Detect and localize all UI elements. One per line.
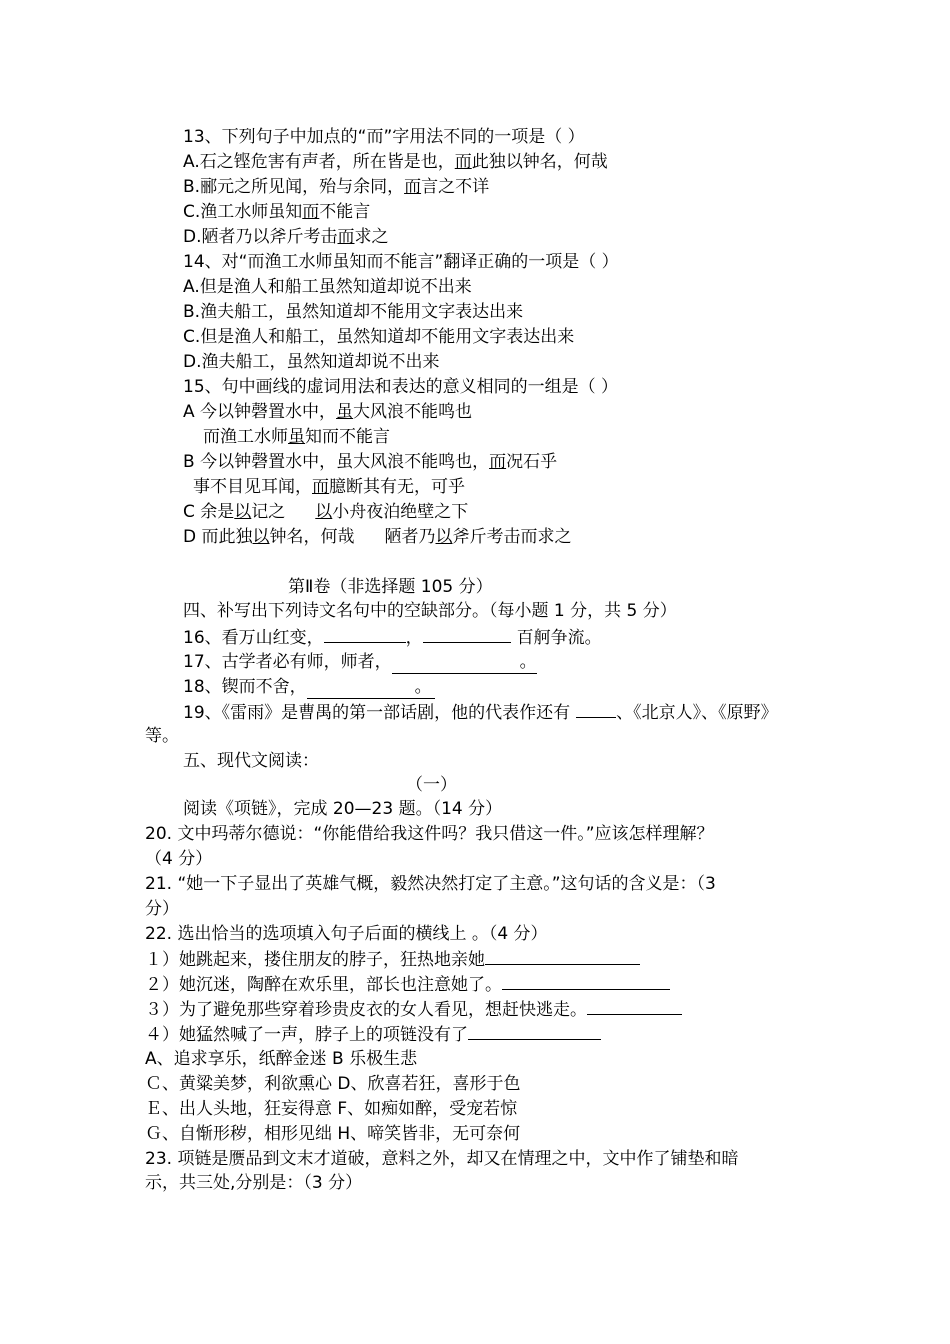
q13-option-c: C.渔工水师虽知而不能言 — [183, 202, 371, 222]
q18-blank[interactable]: 。 — [307, 676, 435, 699]
q15-option-d: D 而此独以钟名，何哉 陋者乃以斧斤考击而求之 — [183, 527, 572, 547]
subsection-one: （一） — [406, 775, 457, 795]
q13-d-marked-word: 而 — [337, 227, 355, 247]
q14-option-a: A.但是渔人和船工虽然知道却说不出来 — [183, 277, 472, 297]
q22-options-2: Ｃ、黄粱美梦，利欲熏心 D、欣喜若狂，喜形于色 — [145, 1074, 521, 1094]
q16-blank-2[interactable] — [423, 626, 511, 643]
q19-blank[interactable] — [576, 701, 616, 718]
q23-line2: 示，共三处,分别是：（3 分） — [145, 1173, 363, 1193]
q16-blank-1[interactable] — [324, 626, 406, 643]
q21-line2: 分） — [145, 899, 179, 919]
q22-options-4: Ｇ、自惭形秽，相形见绌 H、啼笑皆非，无可奈何 — [145, 1124, 521, 1144]
q18: 18、锲而不舍， 。 — [183, 676, 435, 698]
q20-line2: （4 分） — [145, 849, 213, 869]
q22-blank-4[interactable] — [468, 1023, 601, 1040]
q14-option-d: D.渔夫船工，虽然知道却说不出来 — [183, 352, 440, 372]
q22-stem: 22. 选出恰当的选项填入句子后面的横线上 。（4 分） — [145, 924, 548, 944]
q22-sentence-4: ４）她猛然喊了一声，脖子上的项链没有了 — [145, 1023, 601, 1045]
q16: 16、看万山红变， ， 百舸争流。 — [183, 628, 602, 648]
q14-option-b: B.渔夫船工，虽然知道却不能用文字表达出来 — [183, 302, 524, 322]
q19-line2: 等。 — [145, 726, 179, 746]
q15-option-c: C 余是以记之 以小舟夜泊绝壁之下 — [183, 502, 469, 522]
q22-blank-3[interactable] — [587, 998, 682, 1015]
q22-sentence-3: ３）为了避免那些穿着珍贵皮衣的女人看见，想赶快逃走。 — [145, 998, 682, 1020]
q19-line1: 19、《雷雨》是曹禺的第一部话剧，他的代表作还有 、《北京人》、《原野》 — [183, 703, 778, 723]
q17-blank[interactable]: 。 — [392, 651, 537, 674]
q13-option-b: B.郦元之所见闻，殆与余同，而言之不详 — [183, 177, 490, 197]
q15-option-b-line1: B 今以钟磬置水中，虽大风浪不能鸣也，而况石乎 — [183, 452, 558, 472]
q13-b-marked-word: 而 — [404, 177, 422, 197]
q22-blank-2[interactable] — [502, 973, 670, 990]
q14-stem: 14、对“而渔工水师虽知而不能言”翻译正确的一项是（ ） — [183, 252, 619, 272]
reading-instruction: 阅读《项链》，完成 20—23 题。（14 分） — [183, 799, 503, 819]
q13-stem: 13、下列句子中加点的“而”字用法不同的一项是（ ） — [183, 127, 585, 147]
q20-line1: 20. 文中玛蒂尔德说：“你能借给我这件吗？我只借这一件。”应该怎样理解？ — [145, 824, 714, 844]
q22-blank-1[interactable] — [485, 948, 640, 965]
q13-option-d: D.陋者乃以斧斤考击而求之 — [183, 227, 389, 247]
part5-heading: 五、现代文阅读： — [183, 751, 319, 771]
q15-option-a-line1: A 今以钟磬置水中，虽大风浪不能鸣也 — [183, 402, 473, 422]
q22-options-3: Ｅ、出人头地，狂妄得意 F、如痴如醉，受宠若惊 — [145, 1099, 518, 1119]
q13-a-marked-word: 而 — [454, 152, 472, 172]
q22-options-1: A、追求享乐，纸醉金迷 B 乐极生悲 — [145, 1049, 418, 1069]
q22-sentence-1: １）她跳起来，搂住朋友的脖子，狂热地亲她 — [145, 948, 640, 970]
q15-option-a-line2: 而渔工水师虽知而不能言 — [203, 427, 390, 447]
q13-option-a: A.石之铿危害有声者，所在皆是也，而此独以钟名，何哉 — [183, 152, 608, 172]
part4-heading: 四、补写出下列诗文名句中的空缺部分。（每小题 1 分，共 5 分） — [183, 601, 677, 621]
q17: 17、古学者必有师，师者， 。 — [183, 652, 537, 672]
q13-c-marked-word: 而 — [302, 202, 320, 222]
q23-line1: 23. 项链是赝品到文末才道破，意料之外，却又在情理之中，文中作了铺垫和暗 — [145, 1149, 739, 1169]
q21-line1: 21. “她一下子显出了英雄气概，毅然决然打定了主意。”这句话的含义是：（3 — [145, 874, 716, 894]
q22-sentence-2: ２）她沉迷，陶醉在欢乐里，部长也注意她了。 — [145, 973, 670, 995]
q14-option-c: C.但是渔人和船工，虽然知道却不能用文字表达出来 — [183, 327, 575, 347]
section-title: 第Ⅱ卷（非选择题 105 分） — [288, 577, 493, 597]
q15-stem: 15、句中画线的虚词用法和表达的意义相同的一组是（ ） — [183, 377, 619, 397]
q15-option-b-line2: 事不目见耳闻，而臆断其有无，可乎 — [193, 477, 465, 497]
